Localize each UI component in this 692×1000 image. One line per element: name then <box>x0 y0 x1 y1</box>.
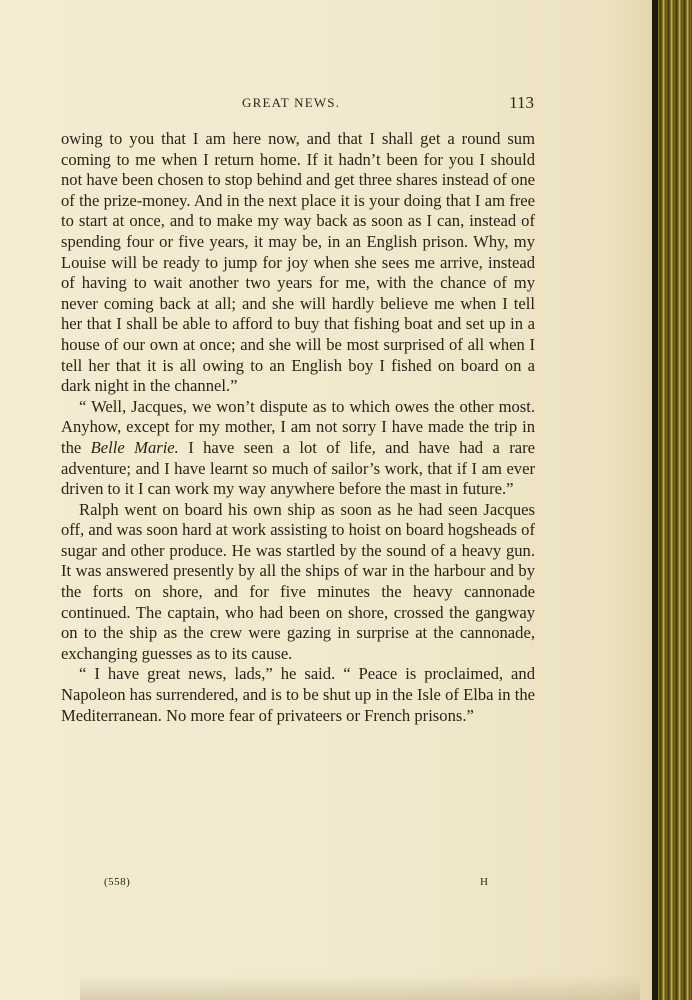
page-header <box>62 93 534 113</box>
page-number: 113 <box>509 93 534 112</box>
page-footer <box>104 876 488 894</box>
signature-mark-right: H <box>480 876 488 888</box>
paragraph-4: “ I have great news, lads,” he said. “ Peace is proclaimed, and Napoleon has surrendered, and is to be shut up in the Isle of Elba in the Mediterranean. No more fear of privateers or French prisons.” <box>61 664 535 725</box>
running-head: GREAT NEWS. <box>242 95 341 110</box>
paragraph-2 <box>61 397 535 500</box>
book-page-edges <box>652 0 692 1000</box>
paragraph-2-start: “ Well, Jacques, we won’t dispute as to which owes the other most. Anyhow, except for my mother, I am not sorry I have made the trip in the <box>61 396 535 457</box>
paragraph-3: Ralph went on board his own ship as soon as he had seen Jacques off, and was soon hard at work assisting to hoist on board hogsheads of sugar and other produce. He was startled by the sound of a heavy gun. It was answered presently by all the ships of war in the harbour and by the forts on shore, and for five minutes the heavy cannonade continued. The captain, who had been on shore, crossed the gangway on to the ship as the crew were gazing in surprise at the cannonade, exchanging guesses as to its cause. <box>61 499 535 663</box>
book-gutter-shadow <box>652 0 658 1000</box>
paragraph-1: owing to you that I am here now, and that I shall get a round sum coming to me when I return home. If it hadn’t been for you I should not have been chosen to stop behind and get three shares instead of one of the prize-money. And in the next place it is your doing that I am free to start at once, and to make my way back as soon as I can, instead of spending four or five years, it may be, in an English prison. Why, my Louise will be ready to jump for joy when she sees me arrive, instead of having to wait another two years for me, with the chance of my never coming back at all; and she will hardly believe me when I tell her that I shall be able to afford to buy that fishing boat and set up in a house of our own at once; and she will be most surprised of all when I tell her that it is all owing to an English boy I fished on board on a dark night in the channel.” <box>61 129 535 396</box>
page-shadow <box>80 975 640 1000</box>
ship-name: Belle Marie. <box>90 437 179 457</box>
paragraph-2-end: I have seen a lot of life, and have had a rare adventure; and I have learnt so much of sailor’s work, that if I am ever driven to it I can work my way anywhere before the mast in future.” <box>61 437 536 499</box>
body-text <box>61 129 535 726</box>
signature-mark-left: (558) <box>104 876 131 888</box>
